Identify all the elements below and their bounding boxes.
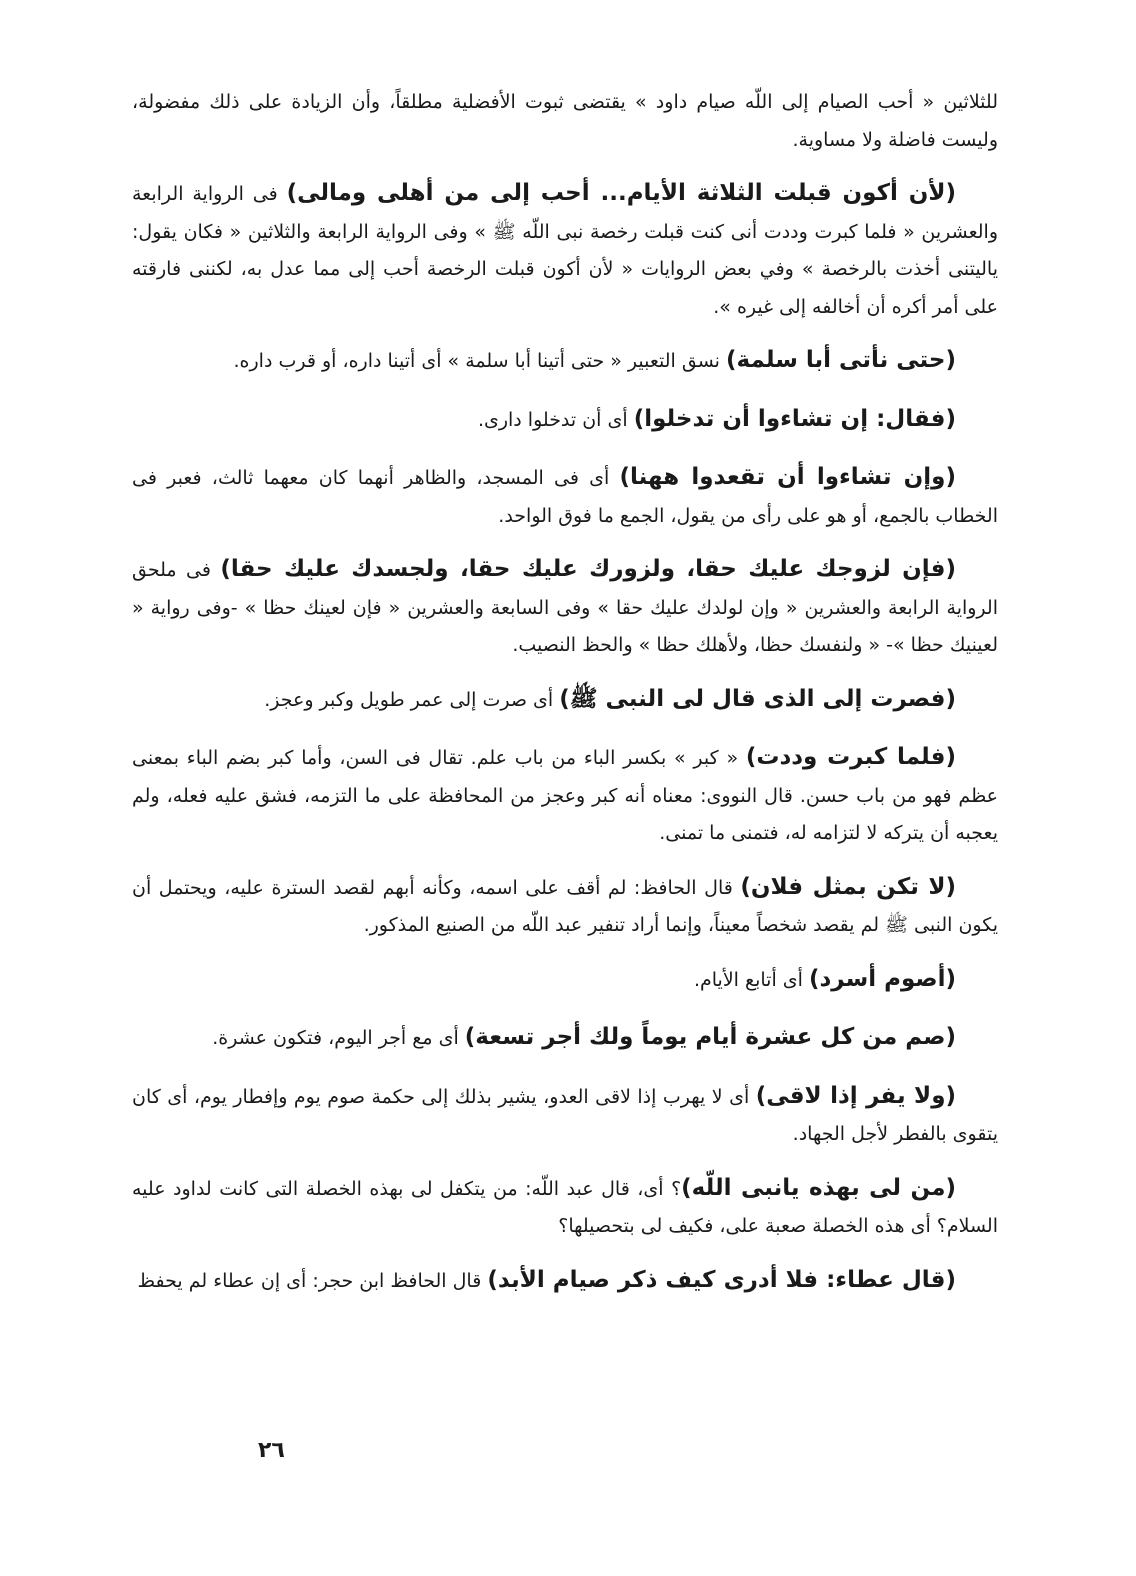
entry-heading: (فلما كبرت وددت): [745, 744, 956, 770]
entry-heading: (حتى نأتى أبا سلمة): [726, 347, 956, 373]
entry-text: أى لا يهرب إذا لاقى العدو، يشير بذلك إلى حكمة صوم يوم وإفطار يوم، أى كان يتقوى بالفطر لأجل الجهاد.: [132, 1085, 998, 1145]
commentary-entry: [132, 342, 998, 381]
entry-text: أى مع أجر اليوم، فتكون عشرة.: [212, 1027, 465, 1049]
entry-heading: (فصرت إلى الذى قال لى النبى ﷺ): [559, 685, 956, 712]
entry-text: « كبر » بكسر الباء من باب علم. تقال فى السن، وأما كبر بضم الباء بمعنى عظم فهو من باب حسن. قال النووى: معناه أنه كبر وعجز من المحافظة على ما التزمه، فشق عليه فعله، ولم يعجبه أن يتركه لا لتزامه له، فتمنى ما تمنى.: [132, 747, 998, 844]
commentary-entry: [132, 1019, 998, 1058]
commentary-entry: [132, 1262, 998, 1301]
commentary-entry: [132, 401, 998, 440]
entry-heading: (فإن لزوجك عليك حقا، ولزورك عليك حقا، ولجسدك عليك حقا): [220, 556, 957, 582]
entry-heading: (ولا يفر إذا لاقى): [755, 1082, 956, 1109]
page-number: ٢٦: [258, 1438, 285, 1463]
entry-text: فى ملحق الرواية الرابعة والعشرين « وإن لولدك عليك حقا » وفى السابعة والعشرين « فإن لعينك حظا » -وفى رواية « لعينيك حظا »- « ولنفسك حظا، ولأهلك حظا » والحظ النصيب.: [132, 559, 998, 656]
entry-heading: (قال عطاء: فلا أدرى كيف ذكر صيام الأبد): [487, 1266, 956, 1293]
commentary-entry: [132, 1078, 998, 1154]
entry-text: أى صرت إلى عمر طويل وكبر وعجز.: [264, 688, 560, 711]
commentary-entry: [132, 739, 998, 853]
commentary-entry: [132, 459, 998, 535]
paragraph-continuation: [132, 84, 998, 159]
commentary-entry: [132, 681, 998, 720]
entry-heading: (فقال: إن تشاءوا أن تدخلوا): [633, 405, 956, 432]
commentary-entry: [132, 869, 998, 945]
entry-text: قال الحافظ ابن حجر: أى إن عطاء لم يحفظ: [137, 1269, 488, 1292]
entry-text: أى أن تدخلوا دارى.: [477, 408, 634, 431]
entry-text: نسق التعبير « حتى أتينا أبا سلمة » أى أتينا داره، أو قرب داره.: [233, 350, 726, 372]
paragraph-text: للثلاثين « أحب الصيام إلى اللّه صيام داود » يقتضى ثبوت الأفضلية مطلقاً، وأن الزيادة على ذلك مفضولة، وليست فاضلة ولا مساوية.: [132, 91, 998, 151]
entry-heading: (وإن تشاءوا أن تقعدوا ههنا): [619, 464, 956, 490]
commentary-entry: [132, 1170, 998, 1246]
commentary-entry: [132, 961, 998, 1000]
entry-heading: (من لى بهذه يانبى اللّه): [681, 1174, 956, 1201]
entry-heading: (أصوم أسرد): [808, 965, 956, 992]
entry-heading: (لأن أكون قبلت الثلاثة الأيام... أحب إلى من أهلى ومالى): [286, 180, 956, 206]
entry-heading: (لا تكن بمثل فلان): [740, 873, 957, 900]
commentary-entry: [132, 551, 998, 665]
entry-text: أى أتابع الأيام.: [693, 968, 809, 991]
commentary-entry: [132, 175, 998, 326]
entry-heading: (صم من كل عشرة أيام يوماً ولك أجر تسعة): [464, 1024, 956, 1050]
entry-text: فى الرواية الرابعة والعشرين « فلما كبرت وددت أنى كنت قبلت رخصة نبى اللّه ﷺ » وفى الرواية الرابعة والثلاثين « فكان يقول: ياليتنى أخذت بالرخصة » وفي بعض الروايات « لأن أكون قبلت الرخصة أحب إلى مما عدل به، لكننى فارقته على أمر أكره أن أخالفه إلى غيره ».: [132, 183, 998, 318]
entry-text: ؟ أى، قال عبد اللّه: من يتكفل لى بهذه الخصلة التى كانت لداود عليه السلام؟ أى هذه الخصلة صعبة على، فكيف لى بتحصيلها؟: [132, 1177, 998, 1237]
entry-text: أى فى المسجد، والظاهر أنهما كان معهما ثالث، فعبر فى الخطاب بالجمع، أو هو على رأى من يقول، الجمع ما فوق الواحد.: [132, 467, 998, 527]
entry-text: قال الحافظ: لم أقف على اسمه، وكأنه أبهم لقصد السترة عليه، ويحتمل أن يكون النبى ﷺ لم يقصد شخصاً معيناً، وإنما أراد تنفير عبد اللّه من الصنيع المذكور.: [132, 876, 998, 936]
